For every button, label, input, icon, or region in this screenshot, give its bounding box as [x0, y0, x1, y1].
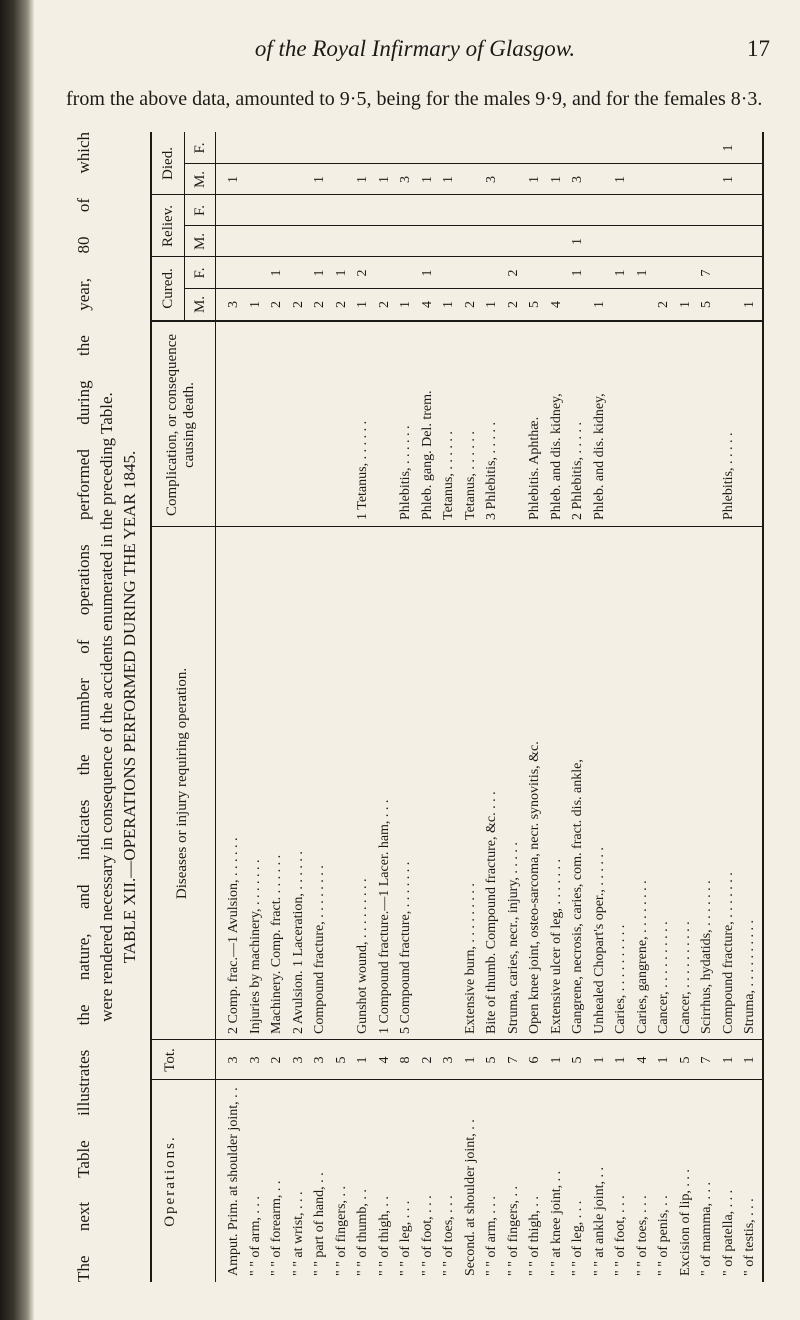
operation-cell: Amput. Prim. at shoulder joint, . . [226, 1087, 241, 1276]
total-cell: 3 [290, 1056, 306, 1064]
total-cell: 3 [247, 1056, 263, 1064]
complication-cell: 3 Phlebitis, . . . . . [484, 421, 499, 520]
cured-female-cell: 1 [570, 269, 585, 277]
cured-male-cell: 1 [441, 301, 456, 308]
cured-male-cell: 1 [742, 301, 757, 308]
complication-cell: Phlebitis, . . . . . [720, 432, 736, 520]
total-cell: 1 [742, 1056, 757, 1064]
operation-cell: " " of foot, . . . [613, 1195, 628, 1276]
header-cured: Cured. [160, 268, 176, 309]
operation-cell: " " at wrist, . . . [290, 1191, 306, 1276]
operation-cell: " " part of hand, . . [312, 1172, 327, 1276]
complication-cell: Tetanus, . . . . . . [441, 431, 456, 520]
died-male-cell: 1 [720, 176, 736, 183]
disease-cell: Cancer, . . . . . . . . . . [656, 921, 671, 1034]
total-cell: 4 [634, 1056, 650, 1064]
disease-cell: 5 Compound fracture, . . . . . . . [398, 861, 413, 1034]
header-reliev: Reliev. [160, 205, 176, 247]
died-male-cell: 1 [613, 176, 628, 183]
cured-female-cell: 2 [355, 269, 370, 277]
total-cell: 5 [484, 1056, 499, 1064]
disease-cell: Caries, gangrene, . . . . . . . . [634, 880, 650, 1034]
disease-cell: Gunshot wound, . . . . . . . . . [355, 878, 370, 1034]
book-spine-shadow [0, 0, 34, 1320]
disease-cell: 1 Compound fracture.—1 Lacer. ham, . . . [376, 799, 392, 1034]
total-cell: 1 [462, 1056, 478, 1064]
cured-male-cell: 1 [484, 301, 499, 308]
disease-cell: Gangrene, necrosis, caries, com. fract. dis. ankle, [570, 759, 585, 1034]
disease-cell: Extensive ulcer of leg, . . . . . . . [548, 859, 564, 1034]
cured-male-cell: 4 [419, 301, 435, 308]
complication-cell: Phlebitis, . . . . . . [398, 425, 413, 520]
cured-male-cell: 1 [591, 301, 607, 308]
total-cell: 1 [355, 1056, 370, 1064]
died-female-cell: 1 [720, 144, 736, 152]
operation-cell: " " of foot, . . . [419, 1195, 435, 1276]
disease-cell: Injuries by machinery, . . . . . . . [247, 859, 263, 1034]
operation-cell: " of mamma, . . . [699, 1182, 714, 1276]
operation-cell: " " of fingers, . . [505, 1186, 521, 1276]
header-died-f: F. [192, 142, 208, 154]
total-cell: 7 [505, 1056, 521, 1064]
total-cell: 3 [312, 1056, 327, 1064]
header-cured-f: F. [192, 267, 208, 279]
total-cell: 1 [591, 1056, 607, 1064]
operation-cell: Second. at shoulder joint, . . [462, 1119, 478, 1276]
total-cell: 7 [699, 1056, 714, 1064]
cured-male-cell: 2 [333, 301, 349, 308]
total-cell: 2 [419, 1056, 435, 1064]
subheader-rule [184, 132, 185, 322]
operation-cell: " " at knee joint, . . [548, 1170, 564, 1276]
complication-cell: Phleb. and dis. kidney, [591, 393, 607, 520]
header-cured-m: M. [192, 295, 208, 314]
intro-paragraph: from the above data, amounted to 9·5, being for the males 9·9, and for the females 8·3. [66, 88, 763, 110]
operation-cell: " " of leg, . . . [398, 1200, 413, 1276]
cured-male-cell: 1 [355, 301, 370, 308]
total-cell: 1 [656, 1056, 671, 1064]
col-rule-dm [184, 163, 764, 164]
running-title: of the Royal Infirmary of Glasgow. [254, 36, 576, 61]
col-rule-5 [150, 256, 764, 257]
operations-table-page [64, 132, 764, 1282]
caption-line-1: The next Table illustrates the nature, and indicates the number of operations performed during the year, 80 of which [74, 132, 93, 1282]
operation-cell: " " of arm, . . . [247, 1196, 263, 1276]
header-tot: Tot. [162, 1048, 178, 1072]
operation-cell: " " of leg, . . . [570, 1200, 585, 1276]
cured-female-cell: 1 [333, 269, 349, 277]
cured-female-cell: 7 [699, 269, 714, 277]
disease-cell: Machinery. Comp. fract. . . . . . . [269, 854, 284, 1034]
operation-cell: " " of arm, . . . [484, 1196, 499, 1276]
disease-cell: Struma, caries, necr., injury, . . . . . [505, 842, 521, 1034]
cured-male-cell: 2 [656, 301, 671, 308]
died-male-cell: 1 [441, 176, 456, 183]
total-cell: 1 [720, 1056, 736, 1064]
disease-cell: 2 Comp. frac.—1 Avulsion, . . . . . . [226, 837, 241, 1034]
cured-female-cell: 1 [269, 269, 284, 277]
header-complication: Complication, or consequence causing death. [164, 333, 197, 517]
operation-cell: " of patella, . . . [720, 1189, 736, 1276]
total-cell: 1 [548, 1056, 564, 1064]
complication-cell: 2 Phlebitis, . . . . . [570, 421, 585, 520]
total-cell: 5 [570, 1056, 585, 1064]
col-rule-4 [150, 320, 764, 322]
disease-cell: Struma, . . . . . . . . . . [742, 920, 757, 1034]
disease-cell: Open knee joint, osteo-sarcoma, necr. synovitis, &c. [527, 741, 542, 1034]
total-cell: 3 [226, 1056, 241, 1064]
operation-cell: " " of toes, . . . [441, 1195, 456, 1276]
cured-male-cell: 2 [269, 301, 284, 308]
died-male-cell: 1 [527, 176, 542, 183]
complication-cell: 1 Tetanus, . . . . . . [355, 420, 370, 520]
disease-cell: Caries, . . . . . . . . . . [613, 924, 628, 1034]
cured-male-cell: 5 [699, 301, 714, 308]
died-male-cell: 3 [484, 176, 499, 183]
complication-cell: Tetanus, . . . . . . [462, 431, 478, 520]
total-cell: 2 [269, 1056, 284, 1064]
total-cell: 5 [333, 1056, 349, 1064]
died-male-cell: 3 [398, 176, 413, 183]
header-reliev-f: F. [192, 205, 208, 216]
died-male-cell: 1 [548, 176, 564, 183]
operation-cell: " " of penis, . . [656, 1195, 671, 1276]
disease-cell: Cancer, . . . . . . . . . . [677, 921, 693, 1034]
disease-cell: Unhealed Chopart's oper., . . . . . . [591, 847, 607, 1034]
cured-male-cell: 5 [527, 301, 542, 308]
operation-cell: " " of thumb, . . [355, 1189, 370, 1276]
table-caption [72, 132, 141, 1282]
total-cell: 8 [398, 1056, 413, 1064]
table-bottom-rule [762, 132, 764, 1282]
cured-female-cell: 1 [634, 269, 650, 277]
cured-male-cell: 1 [247, 301, 263, 308]
table-top-rule [150, 132, 152, 1282]
died-male-cell: 3 [570, 176, 585, 183]
operations-table [150, 132, 764, 1282]
page-number: 17 [747, 36, 770, 61]
total-cell: 1 [613, 1056, 628, 1064]
operation-cell: Excision of lip, . . . [677, 1169, 693, 1276]
total-cell: 4 [376, 1056, 392, 1064]
caption-line-3: TABLE XII.—OPERATIONS PERFORMED DURING THE YEAR 1845. [120, 450, 139, 964]
header-diseases: Diseases or injury requiring operation. [174, 667, 190, 900]
caption-line-2: were rendered necessary in consequence of the accidents enumerated in the preceding Table. [97, 392, 116, 1022]
disease-cell: Extensive burn, . . . . . . . . . [462, 883, 478, 1034]
cured-male-cell: 2 [290, 301, 306, 308]
cured-male-cell: 2 [376, 301, 392, 308]
complication-cell: Phleb. and dis. kidney, [548, 393, 564, 520]
operation-cell: " " of forearm, . . [269, 1180, 284, 1276]
operation-cell: " " at ankle joint, . . [591, 1166, 607, 1276]
cured-male-cell: 4 [548, 301, 564, 308]
header-died-m: M. [192, 170, 208, 189]
died-male-cell: 1 [226, 176, 241, 183]
cured-male-cell: 2 [462, 301, 478, 308]
disease-cell: 2 Avulsion. 1 Laceration, . . . . . . [290, 851, 306, 1034]
total-cell: 6 [527, 1056, 542, 1064]
disease-cell: Bite of thumb. Compound fracture, &c. . . . [484, 791, 499, 1034]
header-died: Died. [160, 147, 176, 180]
header-reliev-m: M. [192, 232, 208, 251]
operation-cell: " " of thigh, . . [376, 1196, 392, 1276]
died-male-cell: 1 [355, 176, 370, 183]
relieved-male-cell: 1 [570, 238, 585, 245]
operation-cell: " " of fingers, . . [333, 1186, 349, 1276]
cured-female-cell: 1 [312, 269, 327, 277]
col-rule-rm [184, 225, 764, 226]
rotated-table-area [64, 132, 764, 1282]
died-male-cell: 1 [312, 176, 327, 183]
cured-male-cell: 2 [312, 301, 327, 308]
cured-female-cell: 1 [613, 269, 628, 277]
cured-male-cell: 3 [226, 301, 241, 308]
died-male-cell: 1 [419, 176, 435, 183]
total-cell: 3 [441, 1056, 456, 1064]
col-rule-3 [150, 526, 764, 527]
header-bottom-rule [215, 132, 216, 1282]
operation-cell: " " of toes, . . . [634, 1195, 650, 1276]
complication-cell: Phleb. gang. Del. trem. [419, 390, 435, 520]
operation-cell: " of testis, . . . [742, 1198, 757, 1276]
cured-female-cell: 1 [419, 269, 435, 277]
disease-cell: Compound fracture, . . . . . . . . [312, 865, 327, 1034]
header-operations: Operations. [162, 1135, 178, 1227]
total-cell: 5 [677, 1056, 693, 1064]
cured-male-cell: 1 [677, 301, 693, 308]
cured-male-cell: 2 [505, 301, 521, 308]
running-head [60, 36, 770, 66]
cured-female-cell: 2 [505, 269, 521, 277]
disease-cell: Scirrhus, hydatids, . . . . . . . [699, 880, 714, 1034]
disease-cell: Compound fracture, . . . . . . . [720, 872, 736, 1034]
cured-male-cell: 1 [398, 301, 413, 308]
died-male-cell: 1 [376, 176, 392, 183]
operation-cell: " " of thigh, . . [527, 1196, 542, 1276]
complication-cell: Phlebitis. Aphthæ. [527, 416, 542, 520]
